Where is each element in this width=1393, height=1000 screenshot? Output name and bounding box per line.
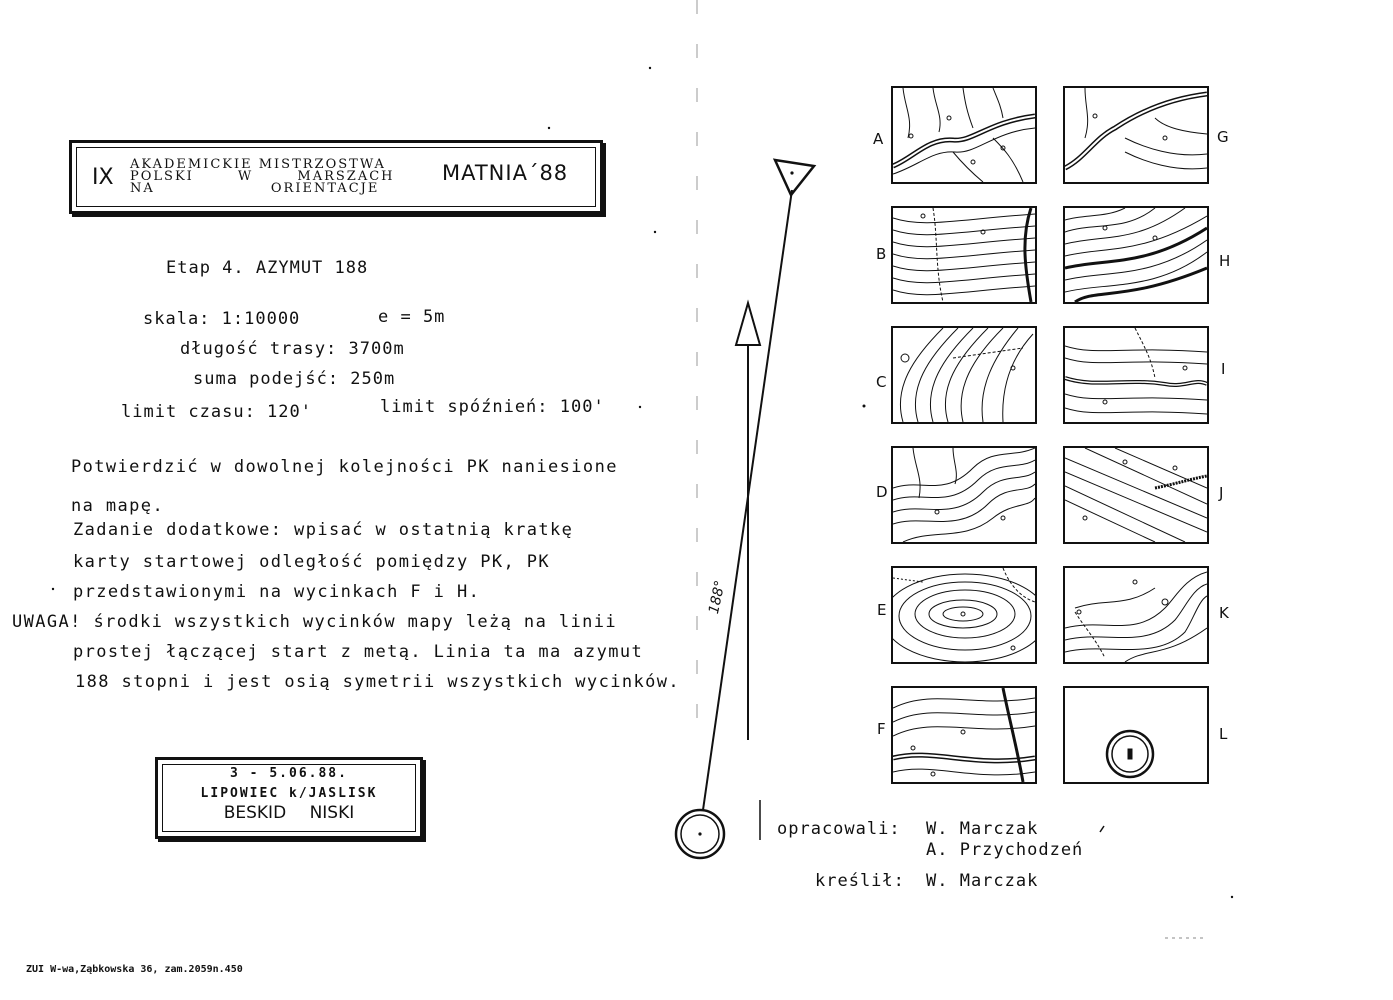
instruction-line: na mapę. bbox=[71, 496, 165, 516]
tile-letter-i: I bbox=[1221, 360, 1226, 378]
tile-letter-e: E bbox=[877, 601, 887, 619]
prepared-name-1: W. Marczak bbox=[926, 819, 1039, 839]
finish-dot bbox=[790, 171, 793, 174]
map-tile-f bbox=[891, 686, 1037, 784]
north-arrow-icon bbox=[736, 303, 760, 345]
header-line-3: NA ORIENTACJE bbox=[130, 181, 380, 196]
event-region: BESKID NISKI bbox=[223, 803, 355, 823]
scale-text: skala: 1:10000 bbox=[143, 309, 301, 329]
tile-letter-d: D bbox=[876, 483, 888, 501]
map-tile-k bbox=[1063, 566, 1209, 664]
map-tile-e bbox=[891, 566, 1037, 664]
header-line-1: AKADEMICKIE MISTRZOSTWA bbox=[130, 157, 386, 172]
tile-letter-h: H bbox=[1219, 252, 1231, 270]
event-dates: 3 - 5.06.88. bbox=[230, 766, 348, 781]
tile-letter-b: B bbox=[876, 245, 887, 263]
event-place: LIPOWIEC k/JASLISK bbox=[200, 786, 378, 801]
edition-numeral: IX bbox=[92, 165, 114, 190]
warning-line: UWAGA! środki wszystkich wycinków mapy leżą na linii bbox=[12, 612, 618, 632]
tile-letter-l: L bbox=[1219, 725, 1228, 743]
map-tile-j bbox=[1063, 446, 1209, 544]
contour-interval-text: e = 5m bbox=[378, 307, 446, 327]
late-limit-text: limit spóźnień: 100' bbox=[380, 397, 605, 417]
tile-letter-c: C bbox=[876, 373, 887, 391]
instruction-line: karty startowej odległość pomiędzy PK, PK bbox=[73, 552, 551, 572]
map-tile-d bbox=[891, 446, 1037, 544]
instruction-line: 188 stopni i jest osią symetrii wszystkich wycinków. bbox=[75, 672, 681, 692]
tile-letter-a: A bbox=[873, 130, 884, 148]
drawn-name: W. Marczak bbox=[926, 871, 1039, 891]
tile-letter-f: F bbox=[877, 720, 886, 738]
instruction-line: Potwierdzić w dowolnej kolejności PK naniesione bbox=[71, 457, 618, 477]
drawn-label: kreślił: bbox=[815, 871, 905, 891]
event-name: MATNIA´88 bbox=[442, 161, 569, 185]
bearing-label: 188° bbox=[706, 579, 729, 616]
total-climb-text: suma podejść: 250m bbox=[193, 369, 396, 389]
prepared-label: opracowali: bbox=[777, 819, 901, 839]
instruction-line: przedstawionymi na wycinkach F i H. bbox=[73, 582, 481, 602]
map-tile-i bbox=[1063, 326, 1209, 424]
map-tile-b bbox=[891, 206, 1037, 304]
tile-letter-j: J bbox=[1219, 484, 1224, 502]
tile-letter-k: K bbox=[1219, 604, 1229, 622]
map-tile-h bbox=[1063, 206, 1209, 304]
finish-triangle-icon bbox=[775, 160, 814, 195]
tile-letter-g: G bbox=[1217, 128, 1229, 146]
map-tile-c bbox=[891, 326, 1037, 424]
time-limit-text: limit czasu: 120' bbox=[121, 402, 312, 422]
map-tile-g bbox=[1063, 86, 1209, 184]
map-tile-a bbox=[891, 86, 1037, 184]
route-length-text: długość trasy: 3700m bbox=[180, 339, 405, 359]
stage-title: Etap 4. AZYMUT 188 bbox=[166, 258, 369, 278]
prepared-name-2: A. Przychodzeń bbox=[926, 840, 1084, 860]
print-note: ZUI W-wa,Ząbkowska 36, zam.2059n.450 bbox=[26, 964, 243, 975]
instruction-line: prostej łączącej start z metą. Linia ta ma azymut bbox=[73, 642, 644, 662]
instruction-line: Zadanie dodatkowe: wpisać w ostatnią kratkę bbox=[73, 520, 574, 540]
header-line-2: POLSKI W MARSZACH bbox=[130, 169, 395, 184]
map-tile-l bbox=[1063, 686, 1209, 784]
